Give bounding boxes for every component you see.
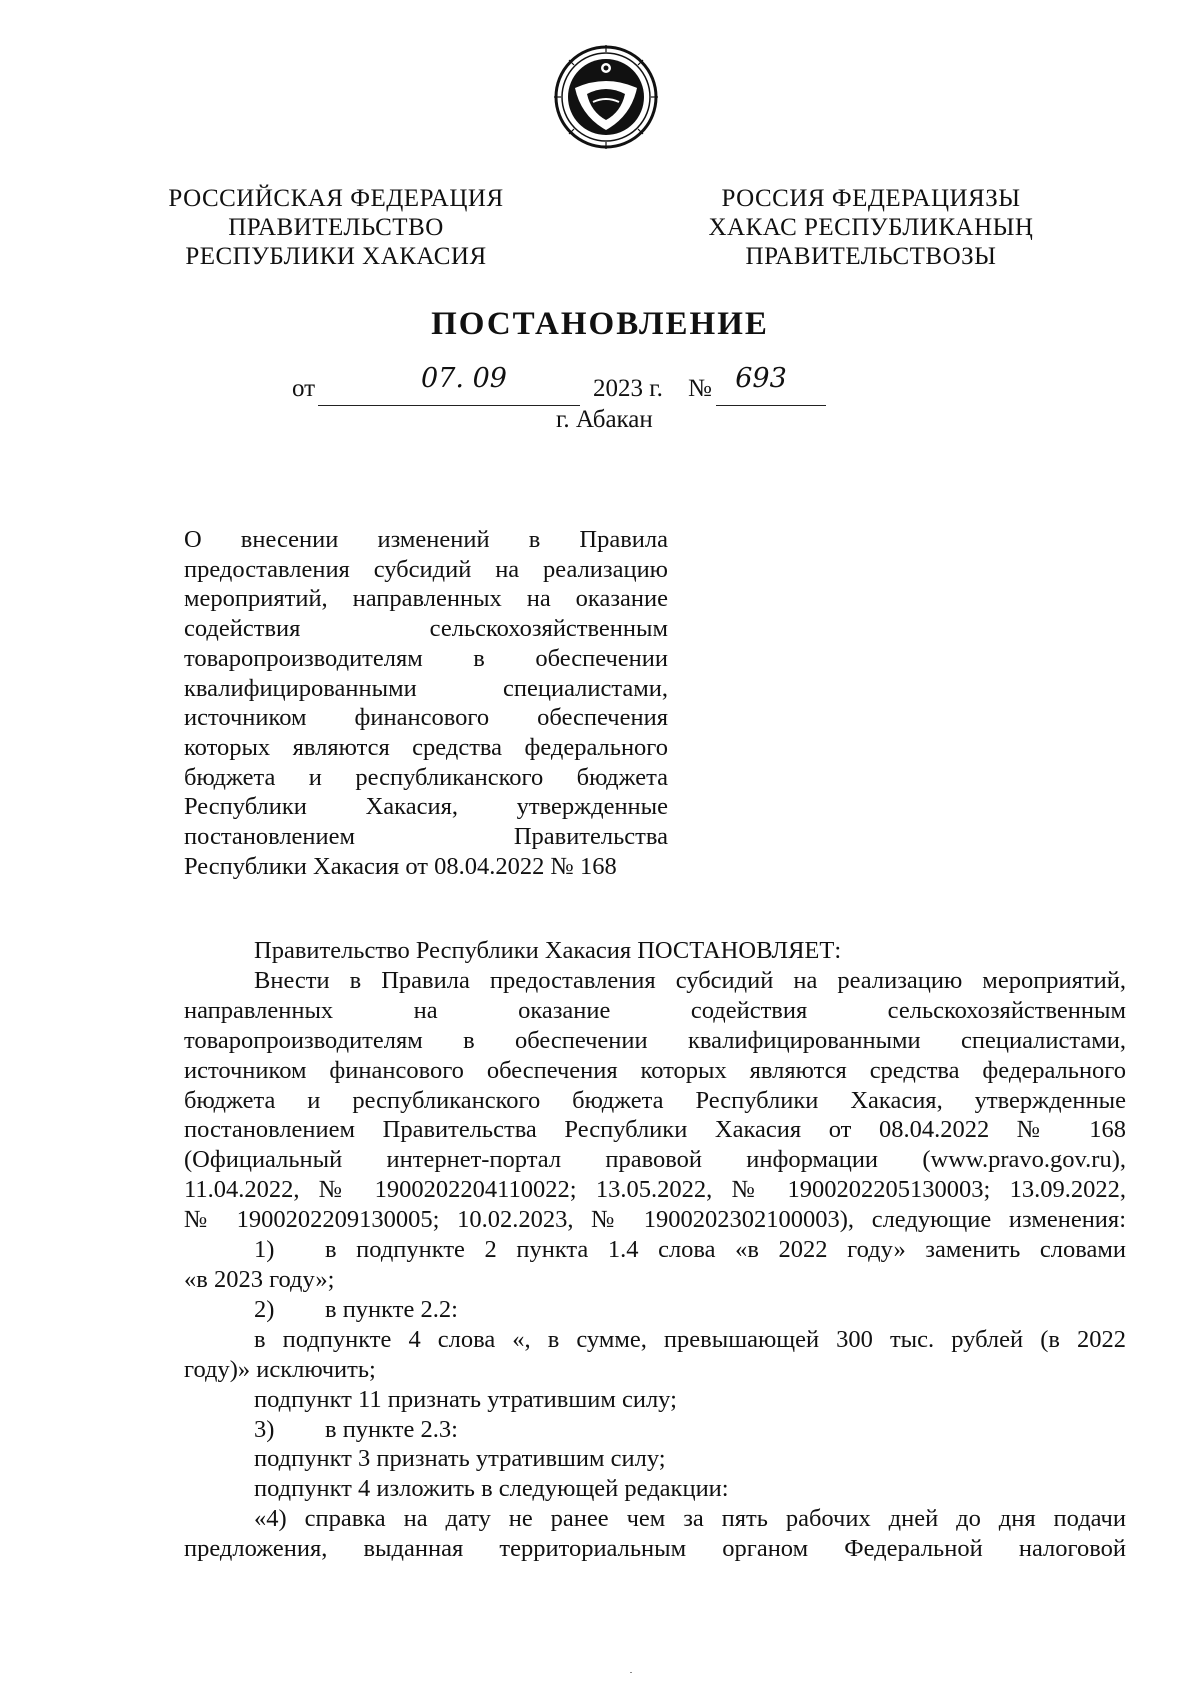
item-3-subitem: подпункт 4 изложить в следующей редакции:: [254, 1475, 729, 1503]
intro-line: 11.04.2022, № 1900202204110022; 13.05.2022, № 1900202205130003; 13.09.2022,: [184, 1176, 1126, 1204]
intro-line: № 1900202209130005; 10.02.2023, № 1900202302100003), следующие изменения:: [184, 1206, 1126, 1234]
subject-line: бюджета и республиканского бюджета: [184, 763, 668, 791]
item-text: в пункте 2.2:: [325, 1295, 458, 1323]
item-3: [184, 1415, 1126, 1445]
coat-of-arms-emblem: [553, 44, 659, 150]
year-label: 2023 г.: [593, 375, 663, 402]
header-right-line: ПРАВИТЕЛЬСТВОЗЫ: [745, 243, 997, 270]
intro-line: направленных на оказание содействия сельскохозяйственным: [184, 996, 1126, 1024]
intro-line: товаропроизводителям в обеспечении квалифицированными специалистами,: [184, 1026, 1126, 1054]
header-left-line: РОССИЙСКАЯ ФЕДЕРАЦИЯ: [168, 185, 504, 212]
subject-line: Республики Хакасия от 08.04.2022 № 168: [184, 852, 617, 880]
item-number: 1): [254, 1236, 275, 1264]
intro-line: источником финансового обеспечения которых являются средства федерального: [184, 1056, 1126, 1084]
scan-speck: [630, 1672, 632, 1673]
intro-line: (Официальный интернет-портал правовой информации (www.pravo.gov.ru),: [184, 1146, 1126, 1174]
subject-line: предоставления субсидий на реализацию: [184, 555, 668, 583]
document-title: ПОСТАНОВЛЕНИЕ: [431, 306, 769, 342]
item-3-subitem: подпункт 3 признать утратившим силу;: [254, 1445, 666, 1473]
subject-line: О внесении изменений в Правила: [184, 526, 668, 553]
header-right-line: ХАКАС РЕСПУБЛИКАНЫҢ: [708, 214, 1034, 241]
header-right-line: РОССИЯ ФЕДЕРАЦИЯЗЫ: [721, 185, 1021, 212]
item-text: в подпункте 2 пункта 1.4 слова «в 2022 году» заменить словами: [325, 1236, 1126, 1264]
subject-block: [184, 525, 668, 881]
header-left-line: ПРАВИТЕЛЬСТВО: [228, 214, 444, 241]
date-underline: [318, 363, 580, 406]
subject-line: товаропроизводителям в обеспечении: [184, 644, 668, 672]
quote-line: предложения, выданная территориальным органом Федеральной налоговой: [184, 1535, 1126, 1563]
subject-line: постановлением Правительства: [184, 823, 668, 851]
city-label: г. Абакан: [556, 406, 653, 433]
item-number: 2): [254, 1295, 275, 1323]
subject-line: квалифицированными специалистами,: [184, 674, 668, 702]
decree-line: Правительство Республики Хакасия ПОСТАНОВЛЯЕТ:: [254, 937, 842, 964]
item-text: в пункте 2.3:: [325, 1415, 458, 1443]
header-left-block: [165, 184, 507, 271]
date-handwritten: 07. 09: [421, 363, 507, 394]
item-2-subitem: подпункт 11 признать утратившим силу;: [254, 1385, 677, 1413]
intro-line: Внести в Правила предоставления субсидий на реализацию мероприятий,: [254, 966, 1126, 994]
item-2-subitem-continuation: году)» исключить;: [184, 1355, 376, 1383]
header-right-block: [690, 184, 1052, 271]
subject-line: мероприятий, направленных на оказание: [184, 585, 668, 613]
header-left-line: РЕСПУБЛИКИ ХАКАСИЯ: [185, 243, 487, 270]
number-underline: [716, 363, 826, 406]
number-label: №: [688, 375, 712, 402]
number-handwritten: 693: [735, 363, 787, 394]
quote-line: «4) справка на дату не ранее чем за пять рабочих дней до дня подачи: [254, 1505, 1126, 1533]
item-1-continuation: «в 2023 году»;: [184, 1265, 335, 1293]
subject-line: которых являются средства федерального: [184, 733, 668, 761]
date-number-line: [0, 363, 1200, 407]
subject-line: Республики Хакасия, утвержденные: [184, 793, 668, 821]
intro-line: постановлением Правительства Республики Хакасия от 08.04.2022 № 168: [184, 1116, 1126, 1144]
from-label: от: [292, 375, 316, 402]
item-2: [184, 1295, 1126, 1325]
intro-line: бюджета и республиканского бюджета Республики Хакасия, утвержденные: [184, 1086, 1126, 1114]
item-number: 3): [254, 1415, 275, 1443]
item-1: [184, 1235, 1126, 1265]
subject-line: содействия сельскохозяйственным: [184, 615, 668, 643]
subject-line: источником финансового обеспечения: [184, 704, 668, 732]
item-2-subitem: в подпункте 4 слова «, в сумме, превышающей 300 тыс. рублей (в 2022: [254, 1325, 1126, 1353]
body-text: [184, 936, 1126, 1564]
